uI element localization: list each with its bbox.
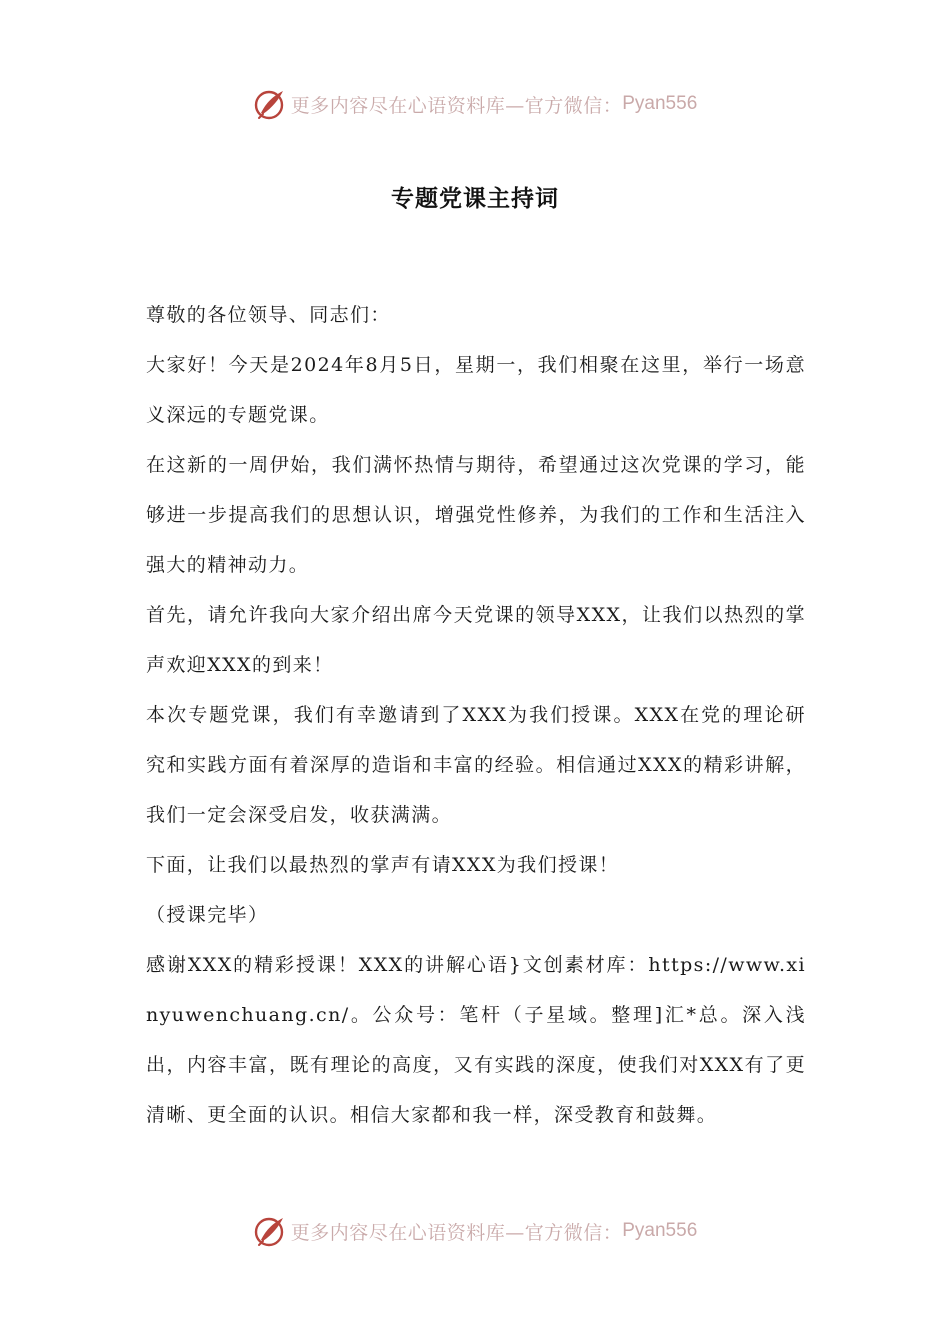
banner-wechat-id: Pyan556 — [622, 93, 698, 114]
quill-logo-icon — [253, 87, 287, 121]
banner-text: 更多内容尽在心语资料库—官方微信： — [290, 94, 623, 117]
paragraph-salutation: 尊敬的各位领导、同志们： — [146, 304, 391, 326]
header-banner — [0, 84, 950, 124]
paragraph-interlude: （授课完毕） — [146, 904, 269, 926]
paragraph-introduction: 首先，请允许我向大家介绍出席今天党课的领导XXX，让我们以热烈的掌声欢迎XXX的到来！ — [146, 604, 806, 676]
document-title: 专题党课主持词 — [391, 185, 559, 212]
document-body — [146, 290, 806, 1140]
banner-wechat-id: Pyan556 — [622, 1220, 698, 1241]
paragraph-invitation: 下面，让我们以最热烈的掌声有请XXX为我们授课！ — [146, 854, 620, 876]
quill-logo-icon — [253, 1214, 287, 1248]
paragraph-speaker: 本次专题党课，我们有幸邀请到了XXX为我们授课。XXX在党的理论研究和实践方面有着深厚的造诣和丰富的经验。相信通过XXX的精彩讲解，我们一定会深受启发，收获满满。 — [146, 704, 806, 826]
paragraph-greeting: 大家好！今天是2024年8月5日，星期一，我们相聚在这里，举行一场意义深远的专题党课。 — [146, 354, 806, 426]
paragraph-thanks: 感谢XXX的精彩授课！XXX的讲解心语}文创素材库：https://www.xinyuwenchuang.cn/。公众号：笔杆（子星域。整理]汇*总。深入浅出，内容丰富，既有理论的高度，又有实践的深度，使我们对XXX有了更清晰、更全面的认识。相信大家都和我一样，深受教育和鼓舞。 — [146, 954, 806, 1126]
paragraph-expectation: 在这新的一周伊始，我们满怀热情与期待，希望通过这次党课的学习，能够进一步提高我们的思想认识，增强党性修养，为我们的工作和生活注入强大的精神动力。 — [146, 454, 806, 576]
banner-text: 更多内容尽在心语资料库—官方微信： — [290, 1221, 623, 1244]
footer-banner — [0, 1211, 950, 1251]
